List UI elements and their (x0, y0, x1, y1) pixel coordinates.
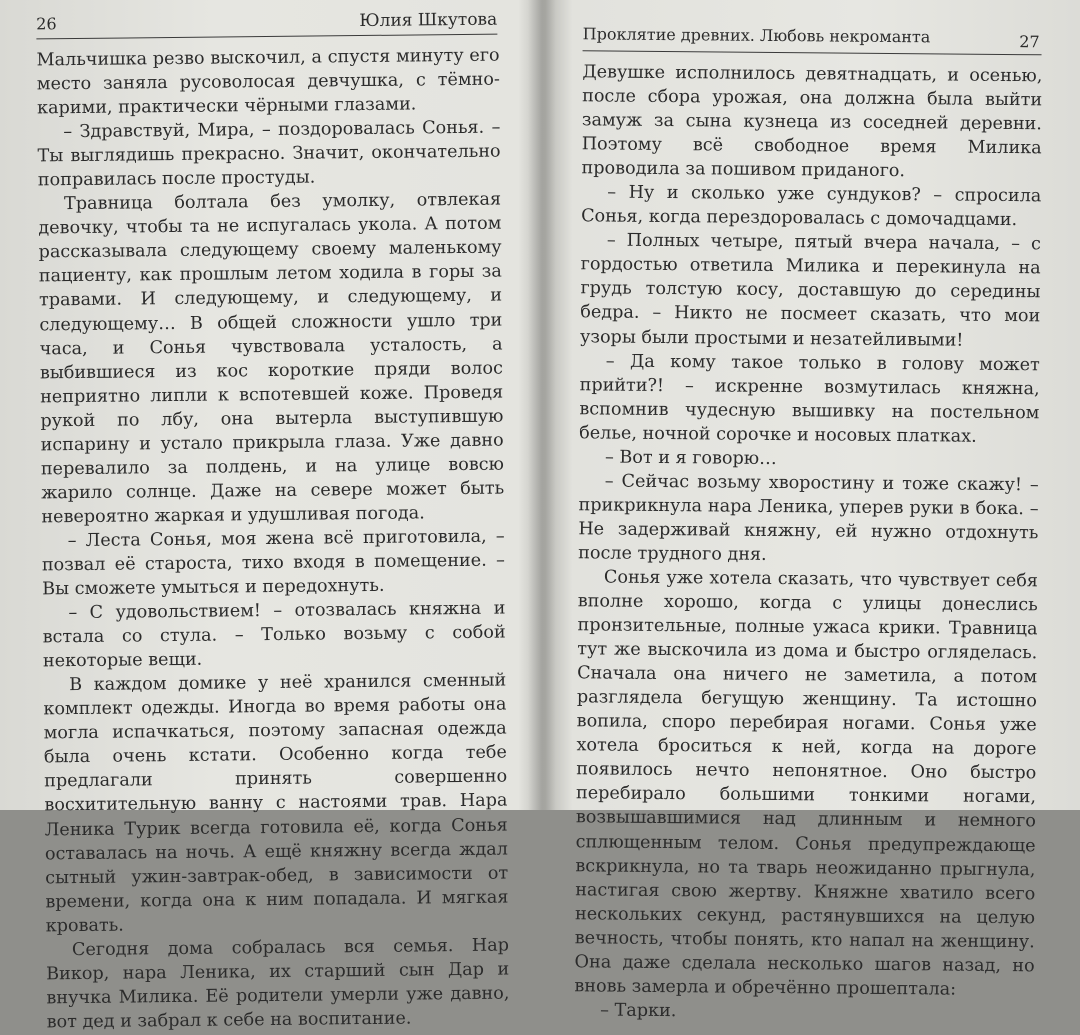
paragraph: – Сейчас возьму хворостину и тоже скажу! – прикрикнула нара Леника, уперев руки в бока. – Не задерживай княжну, ей нужно отдохнуть после трудного дня. (578, 471, 1039, 565)
right-page (541, 0, 1080, 1021)
paragraph: Девушке исполнилось девятнадцать, и осенью, после сбора урожая, она должна была выйти замуж за сына кузнеца из соседней деревни. Поэтому всё свободное время Милика проводила за пошивом приданого. (581, 62, 1043, 182)
page-number: 26 (36, 14, 57, 34)
paragraph: – Полных четыре, пятый вчера начала, – с гордостью ответила Милика и перекинула на грудь толстую косу, доставшую до середины бедра. – Никто не посмеет сказать, что мои узоры были простыми и незатейливыми! (579, 230, 1041, 351)
paragraph: – Ну и сколько уже сундуков? – спросила Сонья, когда перездоровалась с домочадцами. (581, 182, 1042, 231)
paragraph: – Тарки. (600, 1000, 677, 1021)
paragraph: Сонья уже хотела сказать, что чувствует себя вполне хорошо, когда с улицы донеслись пронзительные, полные ужаса крики. Травница тут же выскочила из дома и быстро огляделась. Сначала она ничего не заметила, а потом разглядела бегущую женщину. Та истошно вопила, споро перебирая ногами. Сонья уже хотела броситься к ней, когда на дороге появилось нечто непонятное. Оно быстро перебирало большими тонкими ногами, возвышавшимися над длинным и немного сплющенным телом. Сонья предупреждающе вскрикнула, но та тварь неожиданно прыгнула, настигая свою жертву. Княжне хватило всего нескольких секунд, растянувшихся на целую вечность, чтобы понять, кто напал на женщину. Она даже сделала несколько шагов назад, но вновь замерла и обречённо прошептала: (574, 567, 1039, 1000)
paragraph: – Вот и я говорю… (604, 447, 777, 469)
paragraph: – С удовольствием! – отозвалась княжна и встала со стула. – Только возьму с собой некоторые вещи. (42, 598, 506, 672)
page-number: 27 (1019, 32, 1040, 52)
paragraph: Травница болтала без умолку, отвлекая девочку, чтобы та не испугалась укола. А потом рассказывала следующему своему маленькому пациенту, как прошлым летом ходила в горы за травами. И следующему, и следующему, и следующему… В общей сложности ушло три часа, и Сонья чувствовала усталость, а выбившиеся из кос короткие пряди волос неприятно липли к вспотевшей коже. Проведя рукой по лбу, она вытерла выступившую испарину и устало прикрыла глаза. Уже давно перевалило за полдень, и на улице вовсю жарило солнце. Даже на севере может быть невероятно жаркая и удушливая погода. (38, 189, 505, 528)
left-page-header (36, 6, 497, 40)
running-head-title: Проклятие древних. Любовь некроманта (582, 24, 931, 47)
paragraph: В каждом домике у неё хранился сменный комплект одежды. Иногда во время работы она могла испачкаться, поэтому запасная одежда была очень кстати. Особенно когда тебе предлагали принять совершенно восхитительную ванну с настоями трав. Нара Леника Турик всегда готовила её, когда Сонья оставалась на ночь. А ещё княжну всегда ждал сытный ужин-завтрак-обед, в зависимости от времени, когда она к ним попадала. И мягкая кровать. (43, 670, 509, 937)
right-page-text (574, 60, 1042, 1026)
paragraph: – Да кому такое только в голову может прийти?! – искренне возмутилась княжна, вспомнив чудесную вышивку на постельном белье, ночной сорочке и носовых платках. (579, 351, 1040, 447)
left-page-text (36, 44, 509, 1035)
paragraph: Мальчишка резво выскочил, а спустя минуту его место заняла русоволосая девчушка, с тёмно-карими, практически чёрными глазами. (36, 45, 500, 119)
running-head-author: Юлия Шкутова (359, 9, 498, 32)
right-page-header (583, 22, 1042, 55)
paragraph: Сегодня дома собралась вся семья. Нар Викор, нара Леника, их старший сын Дар и внучка Милика. Её родители умерли уже давно, вот дед и забрал к себе на воспитание. (46, 935, 510, 1033)
paragraph: – Леста Сонья, моя жена всё приготовила, – позвал её староста, тихо входя в помещение. – Вы сможете умыться и передохнуть. (41, 526, 505, 600)
paragraph: – Здравствуй, Мира, – поздоровалась Сонья. – Ты выглядишь прекрасно. Значит, окончательно поправилась после простуды. (37, 117, 501, 191)
